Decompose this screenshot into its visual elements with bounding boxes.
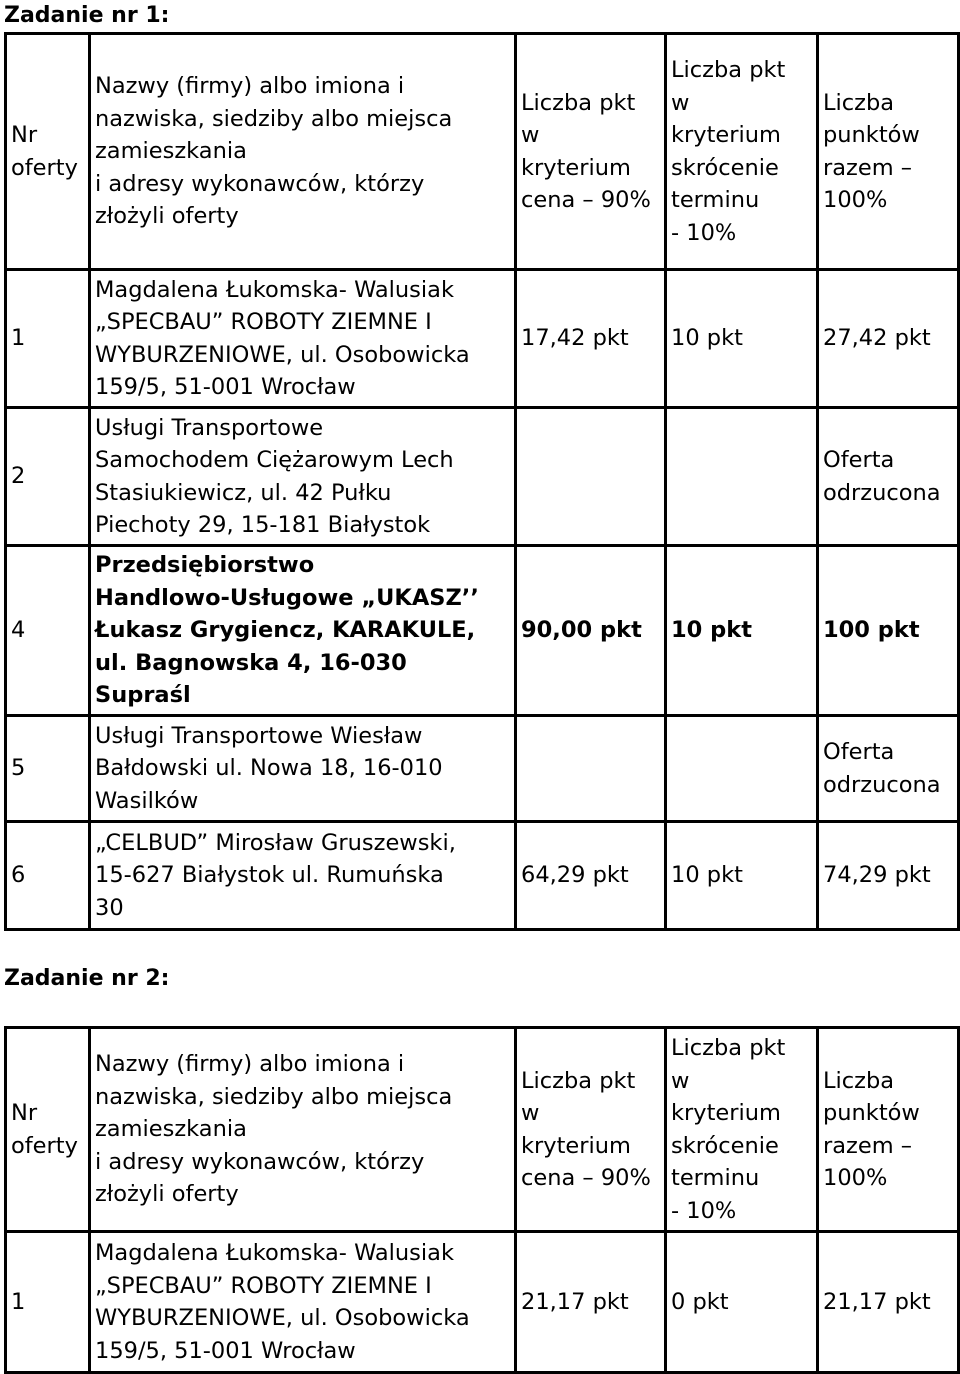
header-total-points: Liczba punktów razem – 100% bbox=[818, 1028, 959, 1232]
table-row bbox=[6, 822, 959, 930]
offer-number: 4 bbox=[6, 546, 90, 716]
total-points: 27,42 pkt bbox=[818, 270, 959, 408]
total-points: 74,29 pkt bbox=[818, 822, 959, 930]
task2-title: Zadanie nr 2: bbox=[4, 966, 170, 991]
offer-number: 2 bbox=[6, 408, 90, 546]
total-points: Oferta odrzucona bbox=[818, 408, 959, 546]
header-offer-number: Nr oferty bbox=[6, 1028, 90, 1232]
contractor-name: Magdalena Łukomska- Walusiak „SPECBAU” ROBOTY ZIEMNE I WYBURZENIOWE, ul. Osobowicka 159/5, 51-001 Wrocław bbox=[90, 1232, 516, 1373]
header-price-points: Liczba pkt w kryterium cena – 90% bbox=[516, 1028, 666, 1232]
task1-results-table bbox=[4, 32, 960, 931]
table-row bbox=[6, 716, 959, 822]
total-points: 100 pkt bbox=[818, 546, 959, 716]
header-contractor-names: Nazwy (firmy) albo imiona i nazwiska, siedziby albo miejsca zamieszkania i adresy wykonawców, którzy złożyli oferty bbox=[90, 1028, 516, 1232]
price-points: 17,42 pkt bbox=[516, 270, 666, 408]
term-points bbox=[666, 408, 818, 546]
contractor-name: „CELBUD” Mirosław Gruszewski, 15-627 Białystok ul. Rumuńska 30 bbox=[90, 822, 516, 930]
task1-title: Zadanie nr 1: bbox=[4, 3, 170, 28]
term-points: 10 pkt bbox=[666, 546, 818, 716]
table-header-row bbox=[6, 1028, 959, 1232]
contractor-name: Przedsiębiorstwo Handlowo-Usługowe „UKASZ’’ Łukasz Grygiencz, KARAKULE, ul. Bagnowska 4, 16-030 Supraśl bbox=[90, 546, 516, 716]
header-term-points: Liczba pkt w kryterium skrócenie terminu - 10% bbox=[666, 34, 818, 270]
contractor-name: Usługi Transportowe Wiesław Bałdowski ul. Nowa 18, 16-010 Wasilków bbox=[90, 716, 516, 822]
price-points: 21,17 pkt bbox=[516, 1232, 666, 1373]
header-offer-number: Nr oferty bbox=[6, 34, 90, 270]
table-header-row bbox=[6, 34, 959, 270]
header-total-points: Liczba punktów razem – 100% bbox=[818, 34, 959, 270]
offer-number: 5 bbox=[6, 716, 90, 822]
contractor-name: Magdalena Łukomska- Walusiak „SPECBAU” ROBOTY ZIEMNE I WYBURZENIOWE, ul. Osobowicka 159/5, 51-001 Wrocław bbox=[90, 270, 516, 408]
total-points: Oferta odrzucona bbox=[818, 716, 959, 822]
term-points: 10 pkt bbox=[666, 270, 818, 408]
header-price-points: Liczba pkt w kryterium cena – 90% bbox=[516, 34, 666, 270]
term-points bbox=[666, 716, 818, 822]
offer-number: 1 bbox=[6, 270, 90, 408]
header-term-points: Liczba pkt w kryterium skrócenie terminu - 10% bbox=[666, 1028, 818, 1232]
header-contractor-names: Nazwy (firmy) albo imiona i nazwiska, siedziby albo miejsca zamieszkania i adresy wykonawców, którzy złożyli oferty bbox=[90, 34, 516, 270]
price-points: 64,29 pkt bbox=[516, 822, 666, 930]
term-points: 0 pkt bbox=[666, 1232, 818, 1373]
term-points: 10 pkt bbox=[666, 822, 818, 930]
table-row bbox=[6, 270, 959, 408]
task2-results-table bbox=[4, 1026, 960, 1374]
offer-number: 1 bbox=[6, 1232, 90, 1373]
contractor-name: Usługi Transportowe Samochodem Ciężarowym Lech Stasiukiewicz, ul. 42 Pułku Piechoty 29, 15-181 Białystok bbox=[90, 408, 516, 546]
table-row bbox=[6, 546, 959, 716]
price-points: 90,00 pkt bbox=[516, 546, 666, 716]
table-row bbox=[6, 408, 959, 546]
total-points: 21,17 pkt bbox=[818, 1232, 959, 1373]
table-row bbox=[6, 1232, 959, 1373]
offer-number: 6 bbox=[6, 822, 90, 930]
price-points bbox=[516, 716, 666, 822]
price-points bbox=[516, 408, 666, 546]
